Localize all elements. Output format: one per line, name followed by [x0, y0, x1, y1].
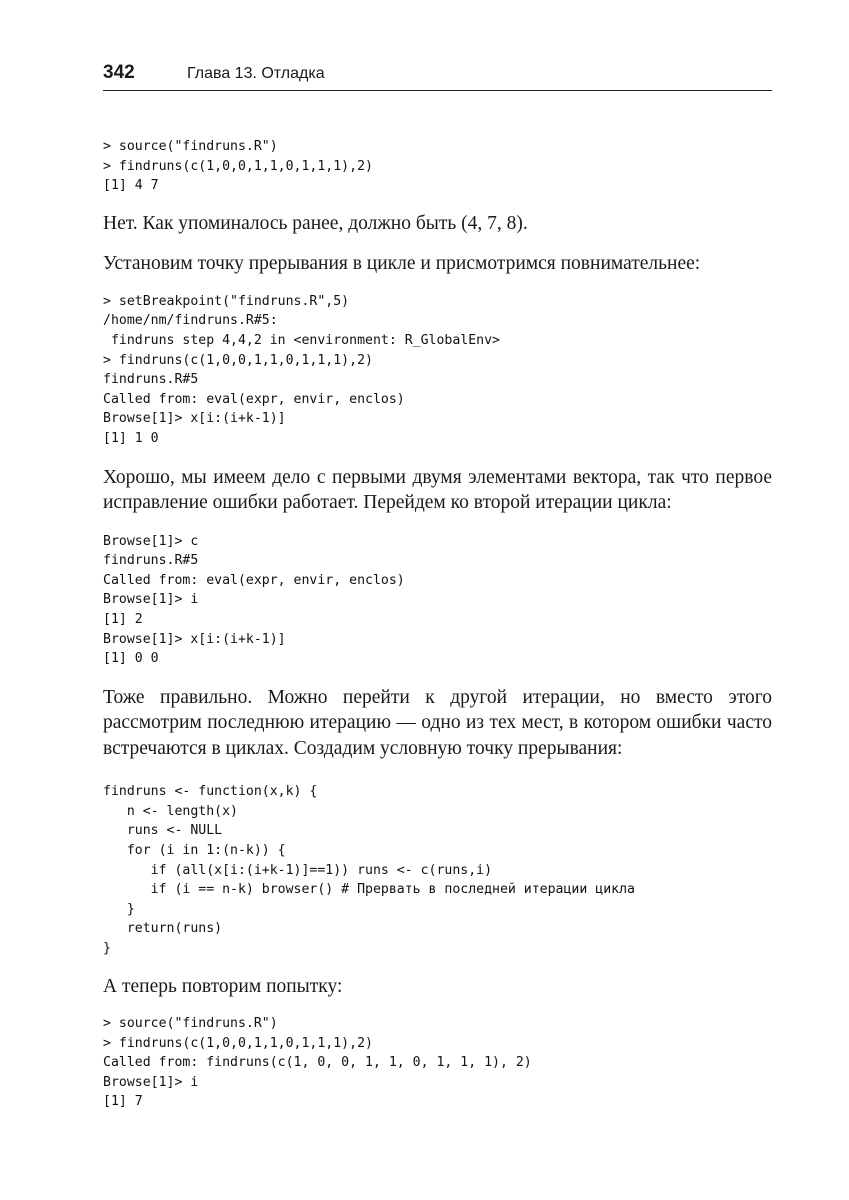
paragraph-retry: А теперь повторим попытку: [103, 975, 343, 997]
code-listing-set-breakpoint: > setBreakpoint("findruns.R",5) /home/nm/findruns.R#5: findruns step 4,4,2 in <environment: R_GlobalEnv> > findruns(c(1,0,0,1,1,0,1,1,1),2) findruns.R#5 Called from: eval(expr, envir, enclos) Browse[1]> x[i:(i+k-1)] [1] 1 0 [103, 293, 500, 446]
code-listing-second-iteration: Browse[1]> c findruns.R#5 Called from: eval(expr, envir, enclos) Browse[1]> i [1] 2 Browse[1]> x[i:(i+k-1)] [1] 0 0 [103, 533, 405, 667]
code-listing-retry-run: > source("findruns.R") > findruns(c(1,0,0,1,1,0,1,1,1),2) Called from: findruns(c(1, 0, 0, 1, 1, 0, 1, 1, 1), 2) Browse[1]> i [1] 7 [103, 1016, 532, 1110]
paragraph-first-fix-works: Хорошо, мы имеем дело с первыми двумя элементами вектора, так что первое исправление ошибки работает. Перейдем ко второй итерации цикла: [103, 466, 772, 514]
code-listing-findruns-function: findruns <- function(x,k) { n <- length(x) runs <- NULL for (i in 1:(n-k)) { if (all(x[i:(i+k-1)]==1)) runs <- c(runs,i) if (i == n-k) browser() # Прервать в последней итерации цикла } return(runs) } [103, 784, 635, 956]
book-page [103, 62, 772, 1112]
paragraph-conditional-breakpoint: Тоже правильно. Можно перейти к другой итерации, но вместо этого рассмотрим последнюю итерацию — одно из тех мест, в котором ошибки часто встречаются в циклах. Создадим условную точку прерывания: [103, 686, 772, 759]
page-number: 342 [103, 62, 135, 83]
page-content [103, 137, 772, 1112]
paragraph-expected-result: Нет. Как упоминалось ранее, должно быть (4, 7, 8). [103, 212, 528, 234]
code-listing-source-run: > source("findruns.R") > findruns(c(1,0,0,1,1,0,1,1,1),2) [1] 4 7 [103, 139, 373, 194]
chapter-title: Глава 13. Отладка [187, 65, 325, 82]
paragraph-set-breakpoint: Установим точку прерывания в цикле и присмотримся повнимательнее: [103, 253, 701, 275]
running-head [103, 62, 772, 91]
